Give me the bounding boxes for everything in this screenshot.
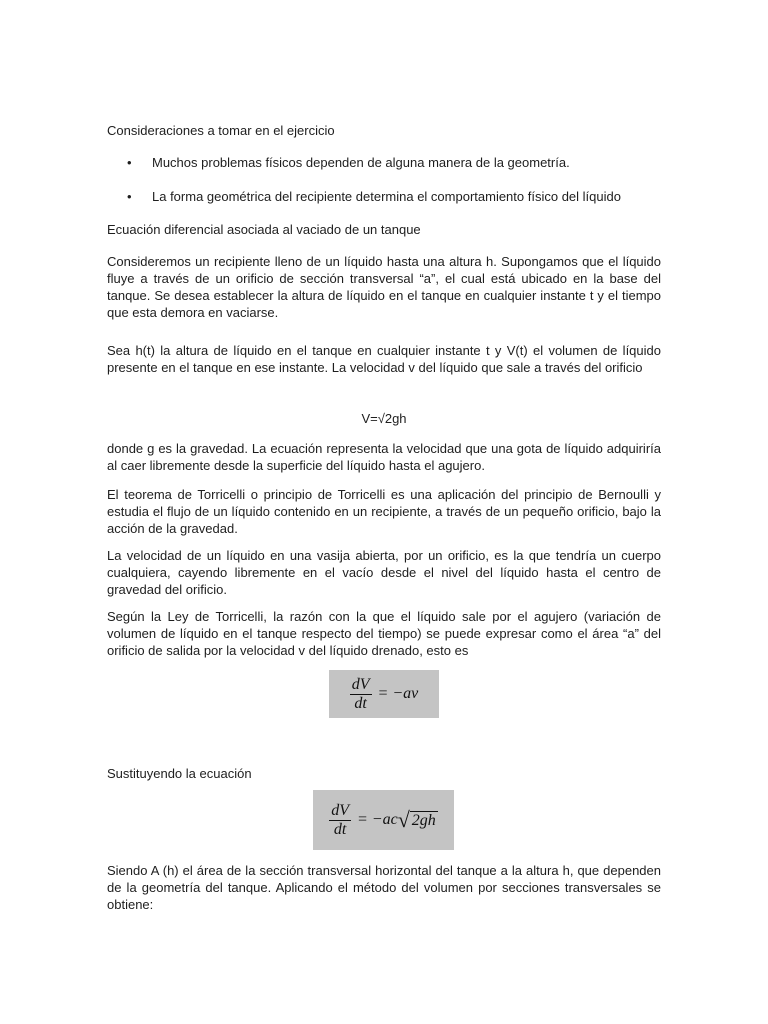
- bullet-dot-icon: •: [127, 155, 132, 170]
- fraction: [329, 802, 351, 839]
- equation-dv-dt-av: [329, 670, 439, 718]
- fraction-denominator: dt: [354, 694, 367, 712]
- bullet-text: Muchos problemas físicos dependen de alguna manera de la geometría.: [152, 155, 570, 170]
- paragraph: Consideremos un recipiente lleno de un líquido hasta una altura h. Supongamos que el líquido fluye a través de un orificio de sección transversal “a”, el cual está ubicado en la base del tanque. Se desea establecer la altura de líquido en el tanque en cualquier instante t y el tiempo que esta demora en vaciarse.: [107, 254, 661, 320]
- section-heading-differential-equation: Ecuación diferencial asociada al vaciado de un tanque: [107, 222, 421, 237]
- equation-rhs: = −av: [377, 685, 419, 702]
- paragraph: La velocidad de un líquido en una vasija abierta, por un orificio, es la que tendría un cuerpo cualquiera, cayendo libremente en el vacío desde el nivel del líquido hasta el centro de gravedad del orificio.: [107, 548, 661, 597]
- paragraph: El teorema de Torricelli o principio de Torricelli es una aplicación del principio de Bernoulli y estudia el flujo de un líquido contenido en un recipiente, a través de un pequeño orificio, bajo la acción de la gravedad.: [107, 487, 661, 536]
- radicand: 2gh: [411, 812, 436, 829]
- bullet-text: La forma geométrica del recipiente determina el comportamiento físico del líquido: [152, 189, 621, 204]
- paragraph: Sea h(t) la altura de líquido en el tanque en cualquier instante t y V(t) el volumen de líquido presente en el tanque en ese instante. La velocidad v del líquido que sale a través del orificio: [107, 343, 661, 375]
- bullet-dot-icon: •: [127, 189, 132, 204]
- section-heading-substitution: Sustituyendo la ecuación: [107, 766, 252, 781]
- velocity-formula: V=√2gh: [361, 411, 407, 426]
- paragraph: Según la Ley de Torricelli, la razón con la que el líquido sale por el agujero (variación de volumen de líquido en el tanque respecto del tiempo) se puede expresar como el área “a” del orificio de salida por la velocidad v del líquido drenado, esto es: [107, 609, 661, 658]
- fraction-numerator: dV: [331, 801, 349, 819]
- fraction: [350, 676, 372, 713]
- paragraph: donde g es la gravedad. La ecuación representa la velocidad que una gota de líquido adquiriría al caer libremente desde la superficie del líquido hasta el agujero.: [107, 441, 661, 473]
- radical-sign-icon: √: [397, 807, 410, 832]
- section-heading-considerations: Consideraciones a tomar en el ejercicio: [107, 123, 335, 138]
- square-root: [397, 807, 438, 832]
- fraction-denominator: dt: [333, 820, 347, 838]
- equation-rhs: = −ac: [357, 811, 398, 828]
- equation-dv-dt-sqrt: [313, 790, 454, 850]
- fraction-numerator: dV: [351, 675, 370, 693]
- paragraph: Siendo A (h) el área de la sección transversal horizontal del tanque a la altura h, que dependen de la geometría del tanque. Aplicando el método del volumen por secciones transversales se obtiene:: [107, 863, 661, 912]
